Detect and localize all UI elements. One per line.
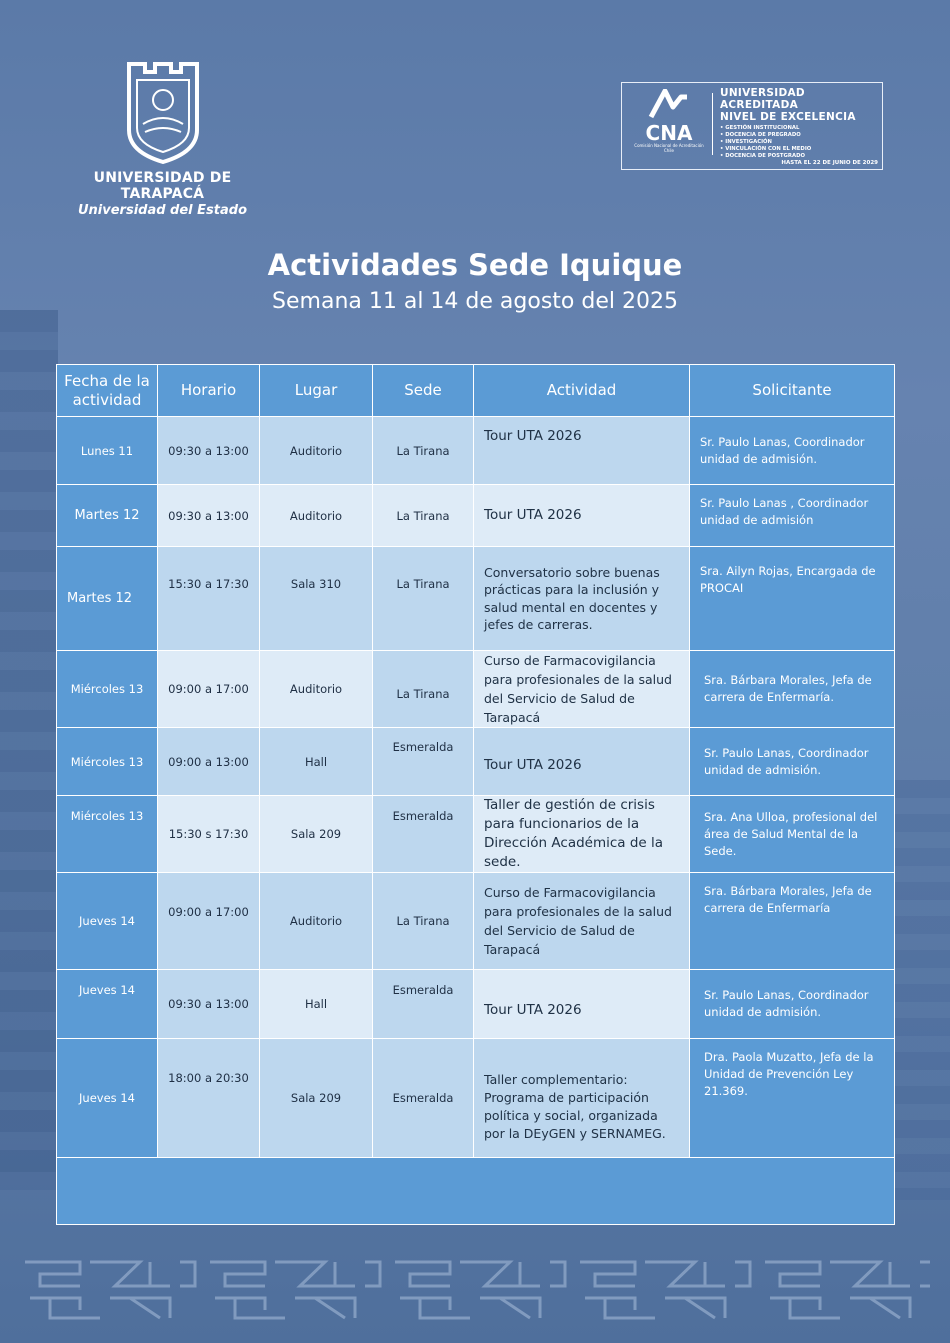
background-building-right [894,780,950,1200]
cell-sede: La Tirana [373,485,474,547]
page-subtitle: Semana 11 al 14 de agosto del 2025 [272,289,678,314]
table-row [57,970,895,1039]
table-row [57,485,895,547]
cell-sede: Esmeralda [373,728,474,796]
cna-small-text: Comisión Nacional de Acreditación Chile [634,143,704,153]
table-row [57,547,895,651]
table-empty-row [57,1158,895,1225]
cell-solicitante: Sra. Bárbara Morales, Jefa de carrera de Enfermaría [690,873,895,970]
page-title: Actividades Sede Iquique [267,248,683,282]
cell-lugar: Sala 310 [260,547,373,651]
cell-fecha: Jueves 14 [57,970,158,1039]
cell-horario: 09:00 a 17:00 [158,651,260,728]
header-solicitante: Solicitante [690,365,895,417]
cell-lugar: Auditorio [260,873,373,970]
cell-solicitante: Sr. Paulo Lanas, Coordinador unidad de admisión. [690,728,895,796]
cell-lugar: Hall [260,728,373,796]
cell-fecha: Miércoles 13 [57,651,158,728]
cell-actividad: Taller de gestión de crisis para funcionarios de la Dirección Académica de la sede. [474,796,690,873]
cell-horario: 15:30 s 17:30 [158,796,260,873]
cell-sede: La Tirana [373,873,474,970]
table-row [57,417,895,485]
cna-item: • VINCULACIÓN CON EL MEDIO [720,146,812,152]
cna-item: • DOCENCIA DE POSTGRADO [720,153,805,159]
cna-divider [712,93,713,155]
header-actividad: Actividad [474,365,690,417]
cell-solicitante: Sr. Paulo Lanas, Coordinador unidad de admisión. [690,970,895,1039]
cell-actividad: Tour UTA 2026 [474,417,690,485]
cell-actividad: Curso de Farmacovigilancia para profesionales de la salud del Servicio de Salud de Tarapacá [474,651,690,728]
cell-sede: La Tirana [373,547,474,651]
header-lugar: Lugar [260,365,373,417]
cell-lugar: Auditorio [260,417,373,485]
cell-fecha: Jueves 14 [57,1039,158,1158]
cell-actividad: Curso de Farmacovigilancia para profesionales de la salud del Servicio de Salud de Tarapacá [474,873,690,970]
table-row [57,796,895,873]
table-row [57,1039,895,1158]
university-logo [60,60,265,218]
cell-solicitante: Sra. Ailyn Rojas, Encargada de PROCAI [690,547,895,651]
cna-logo [634,89,704,153]
cell-sede: La Tirana [373,417,474,485]
cell-fecha: Miércoles 13 [57,796,158,873]
cell-sede: La Tirana [373,651,474,728]
header-sede: Sede [373,365,474,417]
cna-item: • GESTIÓN INSTITUCIONAL [720,125,800,131]
cell-lugar: Auditorio [260,485,373,547]
cell-horario: 09:30 a 13:00 [158,485,260,547]
cell-horario: 09:00 a 13:00 [158,728,260,796]
table-row [57,651,895,728]
cell-actividad: Tour UTA 2026 [474,728,690,796]
cell-horario: 15:30 a 17:30 [158,547,260,651]
cell-lugar: Hall [260,970,373,1039]
cell-solicitante: Sr. Paulo Lanas , Coordinador unidad de admisión [690,485,895,547]
cna-logo-text: CNA [645,121,693,145]
cell-actividad: Conversatorio sobre buenas prácticas para la inclusión y salud mental en docentes y jefes de carreras. [474,547,690,651]
university-shield-icon [125,60,201,164]
cell-actividad: Taller complementario: Programa de participación política y social, organizada por la DEyGEN y SERNAMEG. [474,1039,690,1158]
cell-lugar: Sala 209 [260,796,373,873]
cell-lugar: Sala 209 [260,1039,373,1158]
cell-horario: 09:30 a 13:00 [158,970,260,1039]
cell-solicitante: Dra. Paola Muzatto, Jefa de la Unidad de Prevención Ley 21.369. [690,1039,895,1158]
cell-fecha: Miércoles 13 [57,728,158,796]
cell-actividad: Tour UTA 2026 [474,485,690,547]
cell-fecha: Martes 12 [57,547,158,651]
cell-fecha: Lunes 11 [57,417,158,485]
cell-horario: 09:30 a 13:00 [158,417,260,485]
table-row [57,873,895,970]
cell-lugar: Auditorio [260,651,373,728]
cna-item: • INVESTIGACIÓN [720,139,772,145]
university-subtitle: Universidad del Estado [77,203,248,218]
cell-fecha: Jueves 14 [57,873,158,970]
cell-solicitante: Sra. Ana Ulloa, profesional del área de Salud Mental de la Sede. [690,796,895,873]
header-horario: Horario [158,365,260,417]
cell-solicitante: Sra. Bárbara Morales, Jefa de carrera de Enfermaría. [690,651,895,728]
accreditation-badge [621,82,883,170]
background-building-left [0,310,58,1190]
decorative-pattern [20,1252,930,1322]
cna-until: HASTA EL 22 DE JUNIO DE 2029 [781,160,878,166]
cell-sede: Esmeralda [373,970,474,1039]
empty-cell [57,1158,895,1225]
table-header-row [57,365,895,417]
cell-horario: 09:00 a 17:00 [158,873,260,970]
table-row [57,728,895,796]
header-fecha: Fecha de la actividad [57,365,158,417]
cell-fecha: Martes 12 [57,485,158,547]
cell-horario: 18:00 a 20:30 [158,1039,260,1158]
cell-solicitante: Sr. Paulo Lanas, Coordinador unidad de admisión. [690,417,895,485]
cna-item: • DOCENCIA DE PREGRADO [720,132,801,138]
cell-sede: Esmeralda [373,796,474,873]
cna-arrow-icon [647,89,691,119]
activities-table [56,364,895,1225]
university-name: UNIVERSIDAD DE TARAPACÁ [93,170,232,202]
cell-actividad: Tour UTA 2026 [474,970,690,1039]
cna-title-2: NIVEL DE EXCELENCIA [720,111,856,123]
cell-sede: Esmeralda [373,1039,474,1158]
cna-title-1: UNIVERSIDAD ACREDITADA [720,87,805,111]
